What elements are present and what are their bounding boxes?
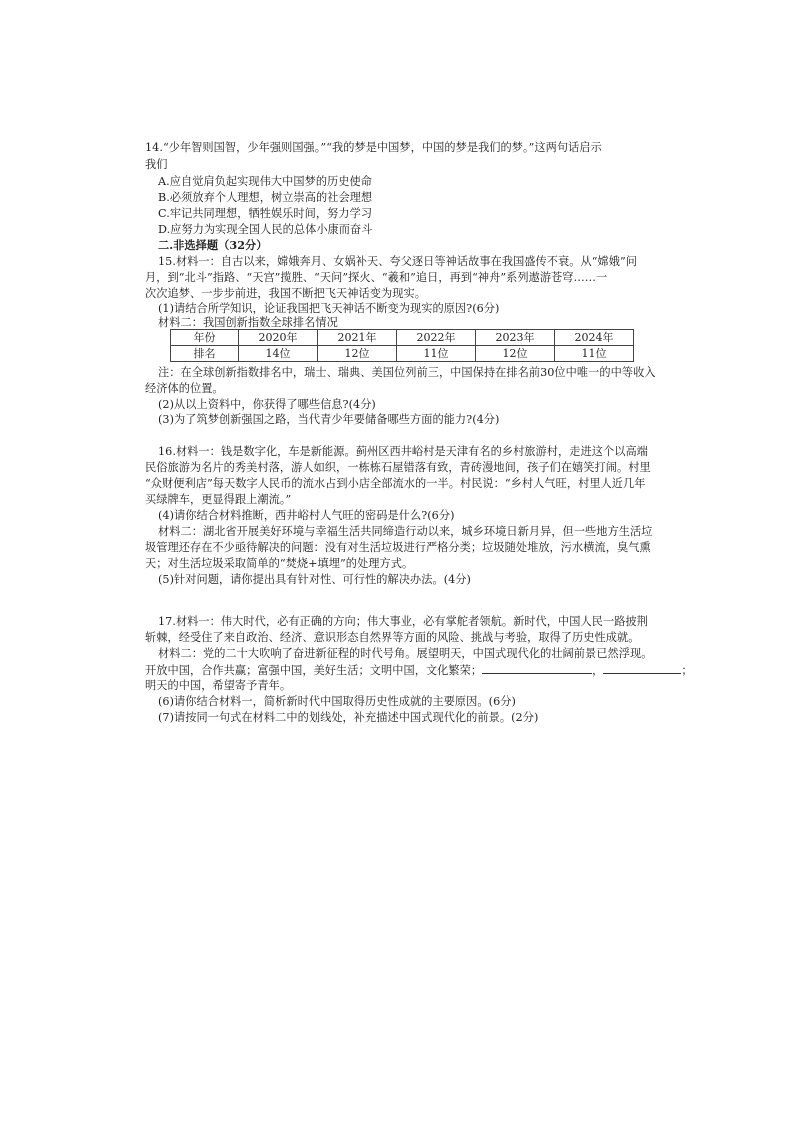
q17-sub-question-7: (7)请按同一句式在材料二中的划线处，补充描述中国式现代化的前景。(2分)	[158, 711, 539, 724]
q16-material2-line-1: 材料二：湖北省开展美好环境与幸福生活共同缔造行动以来，城乡环境日新月异，但一些地方生活垃	[158, 525, 653, 538]
table-cell: 11位	[555, 346, 634, 362]
table-cell: 2023年	[476, 330, 555, 346]
table-cell: 排名	[171, 346, 239, 362]
table-cell: 12位	[476, 346, 555, 362]
q15-note-line-2: 经济体的位置。	[145, 382, 224, 395]
q14-option-a: A.应自觉肩负起实现伟大中国梦的历史使命	[158, 175, 373, 188]
q17-sub-question-6: (6)请你结合材料一，简析新时代中国取得历史性成就的主要原因。(6分)	[158, 695, 516, 708]
q16-material2-line-3: 天；对生活垃圾采取简单的“焚烧+填埋”的处理方式。	[145, 557, 414, 570]
q15-material1-line-3: 次次追梦、一步步前进，我国不断把飞天神话变为现实。	[145, 287, 426, 300]
table-cell: 14位	[239, 346, 318, 362]
q14-stem-line-1: 14.“少年智则国智，少年强则国强。”“我的梦是中国梦，中国的梦是我们的梦。”这两句话启示	[145, 141, 602, 154]
q15-sub-question-2: (2)从以上资料中，你获得了哪些信息?(4分)	[158, 398, 376, 411]
q17-material1-line-1: 17.材料一：伟大时代，必有正确的方向；伟大事业，必有掌舵者领航。新时代，中国人民一路披荆	[158, 615, 648, 628]
table-cell: 11位	[397, 346, 476, 362]
section-title: 二.非选择题（32分）	[158, 238, 268, 252]
q16-sub-question-5: (5)针对问题，请你提出具有针对性、可行性的解决办法。(4分)	[158, 573, 471, 586]
q17-material1-line-2: 斩棘，经受住了来自政治、经济、意识形态自然界等方面的风险、挑战与考验，取得了历史性成就。	[145, 631, 640, 644]
q15-note-line-1: 注：在全球创新指数排名中，瑞士、瑞典、美国位列前三，中国保持在排名前30位中唯一的中等收入	[158, 366, 656, 379]
q14-stem-line-2: 我们	[145, 158, 168, 171]
table-cell: 2024年	[555, 330, 634, 346]
q15-material1-line-2: 月，到“北斗”指路、“天宫”揽胜、“天问”探火、“羲和”追日，再到“神舟”系列遨游苍穹……一	[145, 271, 608, 284]
q14-option-d: D.应努力为实现全国人民的总体小康而奋斗	[158, 223, 373, 236]
innovation-ranking-table	[170, 329, 634, 362]
q16-material1-line-2: 民俗旅游为名片的秀美村落，游人如织，一栋栋石屋错落有致，青砖漫地间，孩子们在嬉笑打闹。村里	[145, 461, 651, 474]
q16-material1-line-1: 16.材料一：钱是数字化，车是新能源。蓟州区西井峪村是天津有名的乡村旅游村，走进这个以高端	[158, 445, 648, 458]
q15-sub-question-1: (1)请结合所学知识，论证我国把飞天神话不断变为现实的原因?(6分)	[158, 302, 500, 315]
table-cell: 年份	[171, 330, 239, 346]
q15-material1-line-1: 15.材料一：自古以来，嫦娥奔月、女娲补天、夸父逐日等神话故事在我国盛传不衰。从“嫦娥”问	[158, 255, 637, 268]
table-row	[171, 346, 634, 362]
q14-option-b: B.必须放弃个人理想，树立崇高的社会理想	[158, 191, 373, 204]
answer-blank-1[interactable]	[482, 661, 592, 674]
table-header-row	[171, 330, 634, 346]
table-cell: 12位	[318, 346, 397, 362]
q17-material2-line-3: 明天的中国，希望寄予青年。	[145, 679, 292, 692]
table-cell: 2020年	[239, 330, 318, 346]
q16-material2-line-2: 圾管理还存在不少亟待解决的问题：没有对生活垃圾进行严格分类；垃圾随处堆放，污水横流，臭气熏	[145, 541, 651, 554]
table-cell: 2022年	[397, 330, 476, 346]
q17-material2-text: 开放中国，合作共赢；富强中国，美好生活；文明中国，文化繁荣；	[145, 664, 483, 677]
answer-blank-2[interactable]	[603, 661, 681, 674]
comma-separator: ，	[592, 664, 604, 677]
q15-sub-question-3: (3)为了筑梦创新强国之路，当代青少年要储备哪些方面的能力?(4分)	[158, 413, 500, 426]
q14-option-c: C.牢记共同理想，牺牲娱乐时间，努力学习	[158, 207, 373, 220]
q16-material1-line-4: 买绿牌车，更显得跟上潮流。”	[145, 493, 292, 506]
table-cell: 2021年	[318, 330, 397, 346]
semicolon-separator: ；	[681, 664, 693, 677]
q16-material1-line-3: “众财便利店”每天数字人民币的流水占到小店全部流水的一半。村民说：“乡村人气旺，村里人近几年	[145, 477, 646, 490]
q17-material2-line-1: 材料二：党的二十大吹响了奋进新征程的时代号角。展望明天，中国式现代化的壮阔前景已然浮现。	[158, 647, 653, 660]
q16-sub-question-4: (4)请你结合材料推断，西井峪村人气旺的密码是什么?(6分)	[158, 509, 455, 522]
q15-material2-label: 材料二：我国创新指数全球排名情况	[158, 316, 338, 329]
